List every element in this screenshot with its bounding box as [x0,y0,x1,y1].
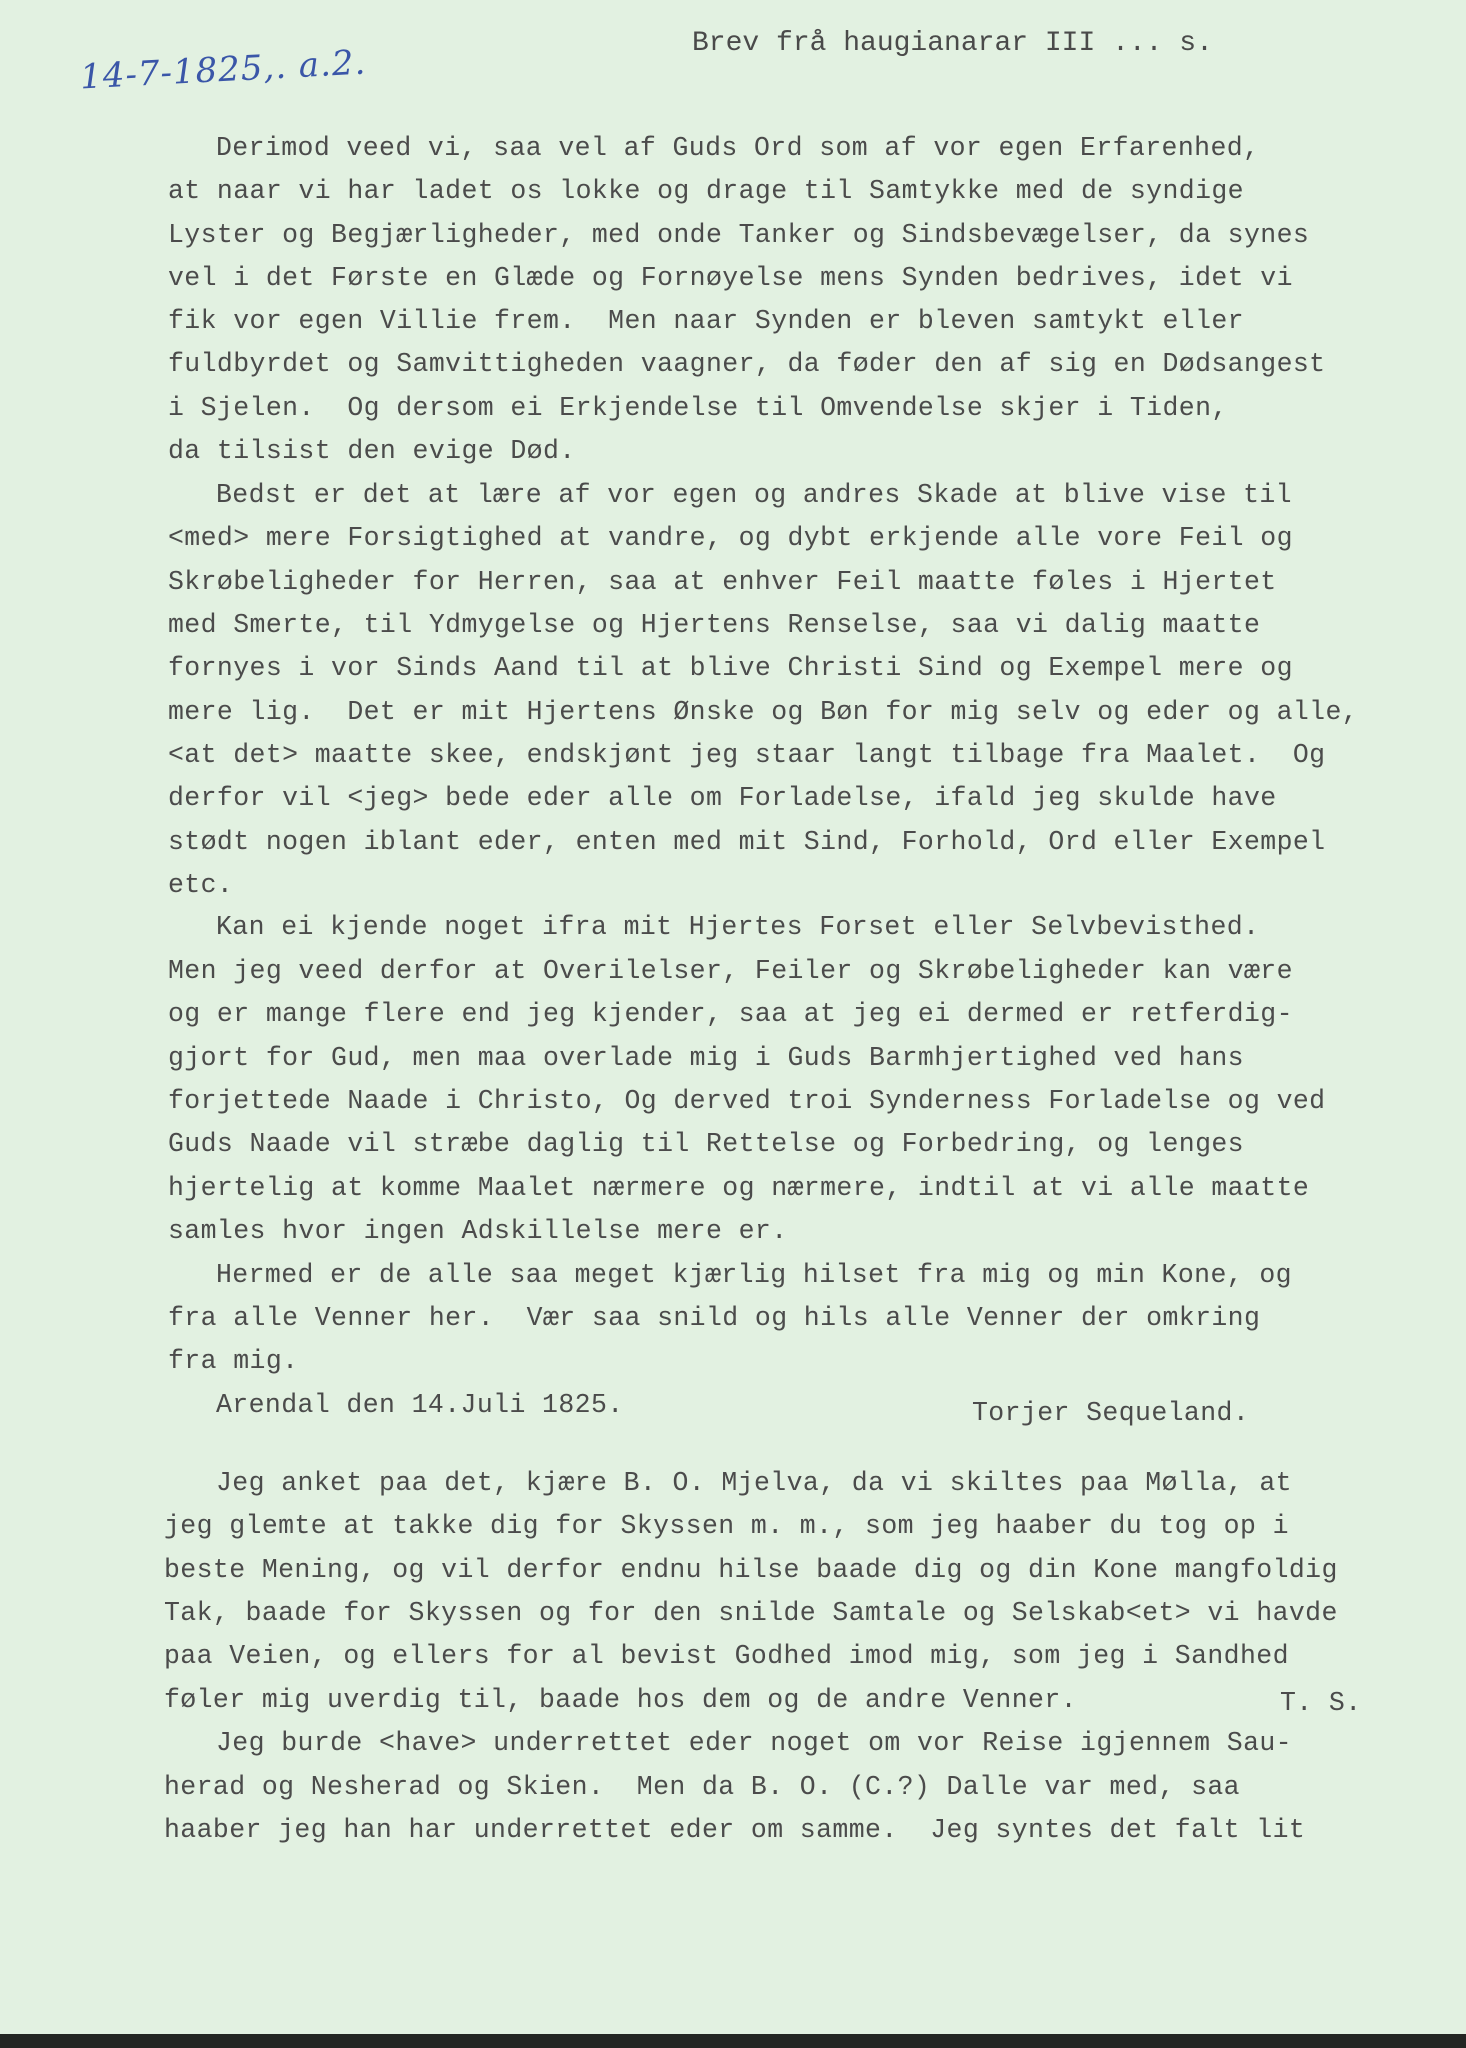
text-line: paa Veien, og ellers for al bevist Godhed imod mig, som jeg i Sandhed [164,1641,1289,1671]
text-line: fuldbyrdet og Samvittigheden vaagner, da føder den af sig en Dødsangest [168,349,1326,379]
text-line: derfor vil <jeg> bede eder alle om Forladelse, ifald jeg skulde have [168,783,1277,813]
text-line: stødt nogen iblant eder, enten med mit Sind, Forhold, Ord eller Exempel [168,827,1326,857]
text-line: <at det> maatte skee, endskjønt jeg staar langt tilbage fra Maalet. Og [168,740,1326,770]
archive-title: Brev frå haugianarar III ... s. [692,28,1213,59]
scan-edge [0,2034,1466,2048]
text-line: da tilsist den evige Død. [168,436,576,466]
text-line: fik vor egen Villie frem. Men naar Synden er bleven samtykt eller [168,306,1244,336]
text-line: Men jeg veed derfor at Overilelser, Feiler og Skrøbeligheder kan være [168,956,1293,986]
text-line: etc. [168,870,234,900]
text-line: jeg glemte at takke dig for Skyssen m. m., som jeg haaber du tog op i [164,1511,1289,1541]
text-line: Kan ei kjende noget ifra mit Hjertes Forset eller Selvbevisthed. [216,912,1260,942]
text-line: Jeg burde <have> underrettet eder noget om vor Reise igjennem Sau- [216,1728,1292,1758]
text-line: Lyster og Begjærligheder, med onde Tanker og Sindsbevægelser, da synes [168,220,1310,250]
text-line: fra mig. [168,1346,299,1376]
handwritten-date: 14-7-1825,. a.2. [79,42,368,98]
place-date: Arendal den 14.Juli 1825. [216,1390,624,1420]
text-line: i Sjelen. Og dersom ei Erkjendelse til Omvendelse skjer i Tiden, [168,393,1228,423]
signature: Torjer Sequeland. [972,1398,1250,1428]
text-line: med Smerte, til Ydmygelse og Hjertens Renselse, saa vi dalig maatte [168,610,1261,640]
text-line: mere lig. Det er mit Hjertens Ønske og Bøn for mig selv og eder og alle, [168,697,1359,727]
text-line: forjettede Naade i Christo, Og derved troi Synderness Forladelse og ved [168,1086,1326,1116]
text-line: beste Mening, og vil derfor endnu hilse baade dig og din Kone mangfoldig [164,1555,1338,1585]
text-line: Hermed er de alle saa meget kjærlig hilset fra mig og min Kone, og [216,1260,1292,1290]
text-line: <med> mere Forsigtighed at vandre, og dybt erkjende alle vore Feil og [168,523,1293,553]
text-line: føler mig uverdig til, baade hos dem og de andre Venner. [164,1685,1077,1715]
text-line: Bedst er det at lære af vor egen og andres Skade at blive vise til [216,480,1292,510]
initials: T. S. [1280,1688,1362,1718]
text-line: og er mange flere end jeg kjender, saa at jeg ei dermed er retferdig- [168,999,1293,1029]
text-line: haaber jeg han har underrettet eder om samme. Jeg syntes det falt lit [164,1815,1306,1845]
text-line: gjort for Gud, men maa overlade mig i Guds Barmhjertighed ved hans [168,1043,1244,1073]
text-line: herad og Nesherad og Skien. Men da B. O. (C.?) Dalle var med, saa [164,1772,1240,1802]
text-line: Guds Naade vil stræbe daglig til Rettelse og Forbedring, og lenges [168,1129,1244,1159]
text-line: Tak, baade for Skyssen og for den snilde Samtale og Selskab<et> vi havde [164,1598,1338,1628]
text-line: fornyes i vor Sinds Aand til at blive Christi Sind og Exempel mere og [168,653,1293,683]
text-line: at naar vi har ladet os lokke og drage til Samtykke med de syndige [168,176,1244,206]
text-line: samles hvor ingen Adskillelse mere er. [168,1216,788,1246]
text-line: vel i det Første en Glæde og Fornøyelse mens Synden bedrives, idet vi [168,263,1293,293]
text-line: Derimod veed vi, saa vel af Guds Ord som af vor egen Erfarenhed, [216,133,1260,163]
text-line: hjertelig at komme Maalet nærmere og nærmere, indtil at vi alle maatte [168,1173,1310,1203]
text-line: Jeg anket paa det, kjære B. O. Mjelva, da vi skiltes paa Mølla, at [216,1468,1292,1498]
text-line: fra alle Venner her. Vær saa snild og hils alle Venner der omkring [168,1303,1261,1333]
text-line: Skrøbeligheder for Herren, saa at enhver Feil maatte føles i Hjertet [168,567,1277,597]
